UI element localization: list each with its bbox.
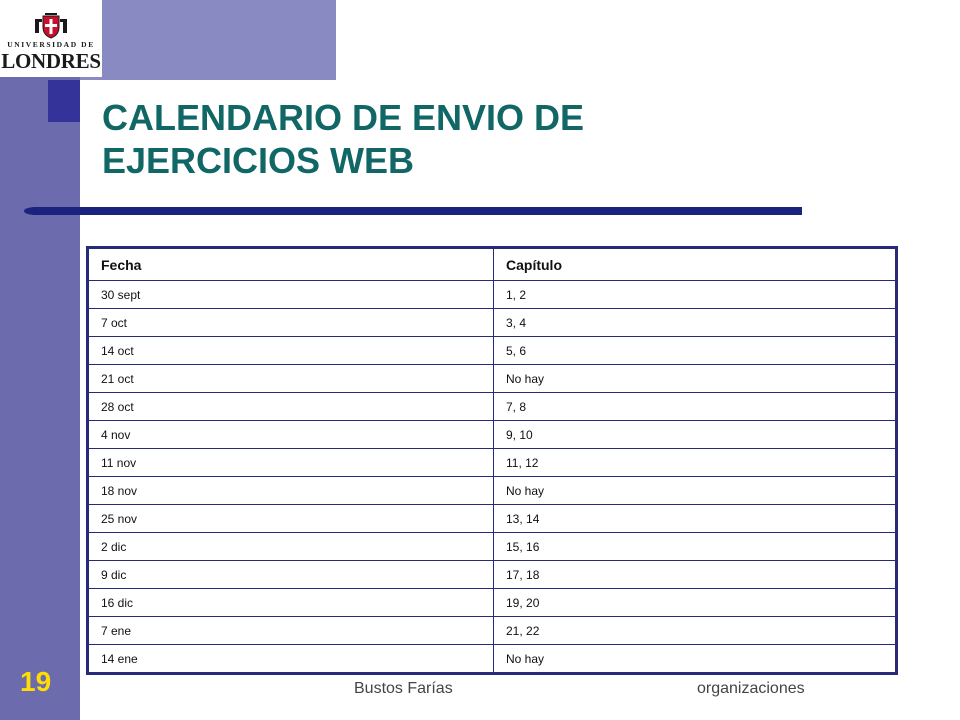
- table-row: [89, 617, 896, 645]
- top-accent-band: [80, 0, 336, 80]
- cell-fecha: 28 oct: [89, 393, 494, 421]
- cell-capitulo: 11, 12: [494, 449, 896, 477]
- cell-capitulo: 3, 4: [494, 309, 896, 337]
- schedule-table: [86, 246, 898, 675]
- table-row: [89, 505, 896, 533]
- cell-fecha: 4 nov: [89, 421, 494, 449]
- cell-fecha: 14 oct: [89, 337, 494, 365]
- logo-university-text: UNIVERSIDAD DE: [7, 40, 95, 49]
- cell-capitulo: No hay: [494, 365, 896, 393]
- cell-fecha: 7 ene: [89, 617, 494, 645]
- cell-capitulo: 19, 20: [494, 589, 896, 617]
- cell-capitulo: 7, 8: [494, 393, 896, 421]
- title-line-2: EJERCICIOS WEB: [102, 140, 415, 181]
- header-fecha: Fecha: [89, 249, 494, 281]
- cell-fecha: 18 nov: [89, 477, 494, 505]
- accent-square: [48, 80, 80, 122]
- table-row: [89, 393, 896, 421]
- cell-fecha: 30 sept: [89, 281, 494, 309]
- cell-fecha: 25 nov: [89, 505, 494, 533]
- cell-capitulo: 9, 10: [494, 421, 896, 449]
- cell-capitulo: No hay: [494, 645, 896, 673]
- footer-course: organizaciones: [697, 680, 805, 697]
- table-row: [89, 533, 896, 561]
- page-title: [102, 96, 822, 182]
- cell-capitulo: 5, 6: [494, 337, 896, 365]
- cell-fecha: 2 dic: [89, 533, 494, 561]
- table-row: [89, 309, 896, 337]
- table-row: [89, 365, 896, 393]
- footer-author: Bustos Farías: [354, 680, 453, 697]
- cell-capitulo: 21, 22: [494, 617, 896, 645]
- table-row: [89, 477, 896, 505]
- table-row: [89, 589, 896, 617]
- logo-name-text: LONDRES: [1, 49, 101, 73]
- cell-capitulo: 13, 14: [494, 505, 896, 533]
- cell-fecha: 9 dic: [89, 561, 494, 589]
- table-row: [89, 645, 896, 673]
- table-row: [89, 421, 896, 449]
- cell-fecha: 21 oct: [89, 365, 494, 393]
- table-row: [89, 561, 896, 589]
- cell-capitulo: No hay: [494, 477, 896, 505]
- university-logo: [0, 0, 102, 77]
- slide-number: 19: [20, 666, 52, 697]
- cell-fecha: 14 ene: [89, 645, 494, 673]
- title-divider: [24, 206, 802, 216]
- cell-capitulo: 15, 16: [494, 533, 896, 561]
- table-row: [89, 281, 896, 309]
- title-line-1: CALENDARIO DE ENVIO DE: [102, 97, 585, 138]
- crest-icon: [34, 13, 68, 39]
- cell-fecha: 11 nov: [89, 449, 494, 477]
- cell-fecha: 16 dic: [89, 589, 494, 617]
- cell-fecha: 7 oct: [89, 309, 494, 337]
- cell-capitulo: 1, 2: [494, 281, 896, 309]
- cell-capitulo: 17, 18: [494, 561, 896, 589]
- table-row: [89, 337, 896, 365]
- table-header-row: [89, 249, 896, 281]
- table-row: [89, 449, 896, 477]
- header-capitulo: Capítulo: [494, 249, 896, 281]
